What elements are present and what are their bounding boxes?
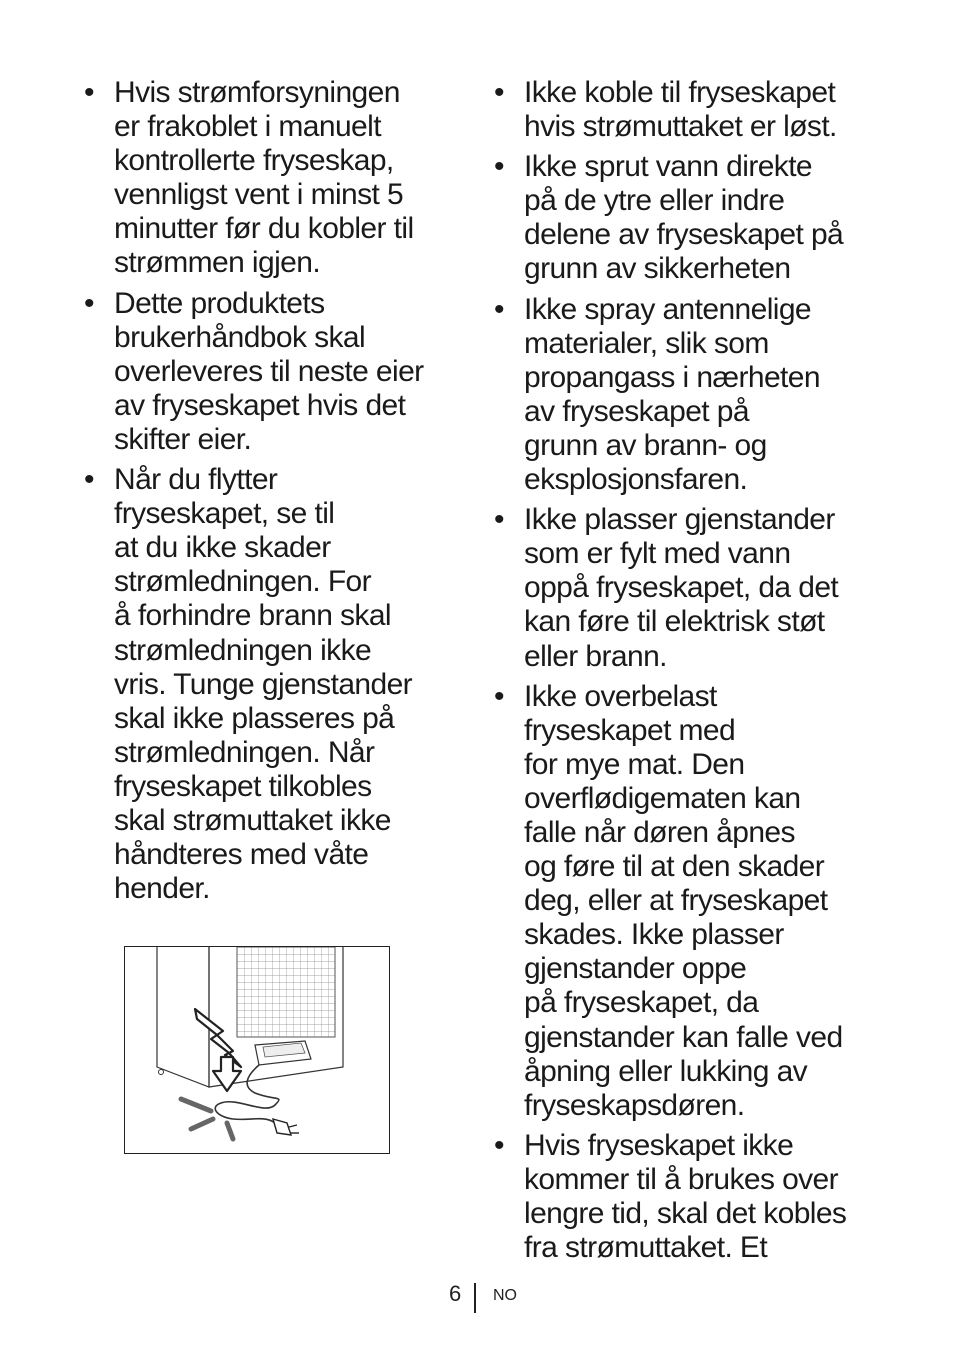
list-item bbox=[492, 150, 884, 286]
bullet: • bbox=[84, 463, 94, 497]
bullet: • bbox=[84, 76, 94, 109]
list-item-text: Ikke sprut vann direkte på de ytre eller indre delene av fryseskapet på grunn av sikkerheten bbox=[524, 150, 844, 286]
list-item bbox=[492, 503, 884, 673]
list-item bbox=[82, 287, 454, 457]
list-item-text: Ikke overbelast fryseskapet med for mye mat. Den overflødigematen kan falle når døren åpnes og føre til at den skader deg, eller at fryseskapet skades. Ikke plasser gjenstander oppe på fryseskapet, da gjenstander kan falle ved åpning eller lukking av fryseskapsdøren. bbox=[524, 679, 843, 1122]
list-item bbox=[492, 76, 884, 144]
list-item-text: Ikke plasser gjenstander som er fylt med vann oppå fryseskapet, da det kan føre til elektrisk støt eller brann. bbox=[524, 503, 839, 673]
list-item bbox=[82, 76, 454, 281]
list-item bbox=[492, 680, 884, 1123]
list-item bbox=[492, 1129, 884, 1265]
list-item-text: Hvis fryseskapet ikke kommer til å brukes over lengre tid, skal det kobles fra strømuttaket. Et bbox=[524, 1128, 847, 1265]
right-column bbox=[492, 76, 884, 1271]
bullet: • bbox=[494, 1128, 504, 1162]
bullet: • bbox=[494, 150, 504, 184]
list-item-text: Dette produktets brukerhåndbok skal overleveres til neste eier av fryseskapet hvis det skifter eier. bbox=[114, 286, 424, 456]
list-item bbox=[82, 463, 454, 906]
list-item-text: Hvis strømforsyningen er frakoblet i manuelt kontrollerte fryseskap, vennligst vent i minst 5 minutter før du kobler til strømmen igjen. bbox=[114, 76, 414, 280]
power-cord-warning-icon bbox=[125, 947, 389, 1153]
page-number: 6 bbox=[449, 1281, 462, 1306]
power-cord-illustration bbox=[124, 946, 390, 1154]
bullet: • bbox=[494, 679, 504, 713]
footer-divider bbox=[474, 1283, 476, 1313]
bullet: • bbox=[494, 503, 504, 537]
language-code: NO bbox=[493, 1287, 517, 1304]
list-item-text: Ikke spray antennelige materialer, slik som propangass i nærheten av fryseskapet på grunn av brann- og eksplosjonsfaren. bbox=[524, 292, 820, 497]
list-item bbox=[492, 293, 884, 498]
page-footer bbox=[0, 1281, 954, 1315]
bullet: • bbox=[494, 76, 504, 109]
bullet: • bbox=[494, 292, 504, 326]
left-column bbox=[82, 76, 454, 912]
bullet: • bbox=[84, 286, 94, 320]
list-item-text: Når du flytter fryseskapet, se til at du ikke skader strømledningen. For å forhindre brann skal strømledningen ikke vris. Tunge gjenstander skal ikke plasseres på strømledningen. Når fryseskapet tilkobles skal strømuttaket ikke håndteres med våte hender. bbox=[114, 463, 413, 906]
list-item-text: Ikke koble til fryseskapet hvis strømuttaket er løst. bbox=[524, 76, 837, 144]
